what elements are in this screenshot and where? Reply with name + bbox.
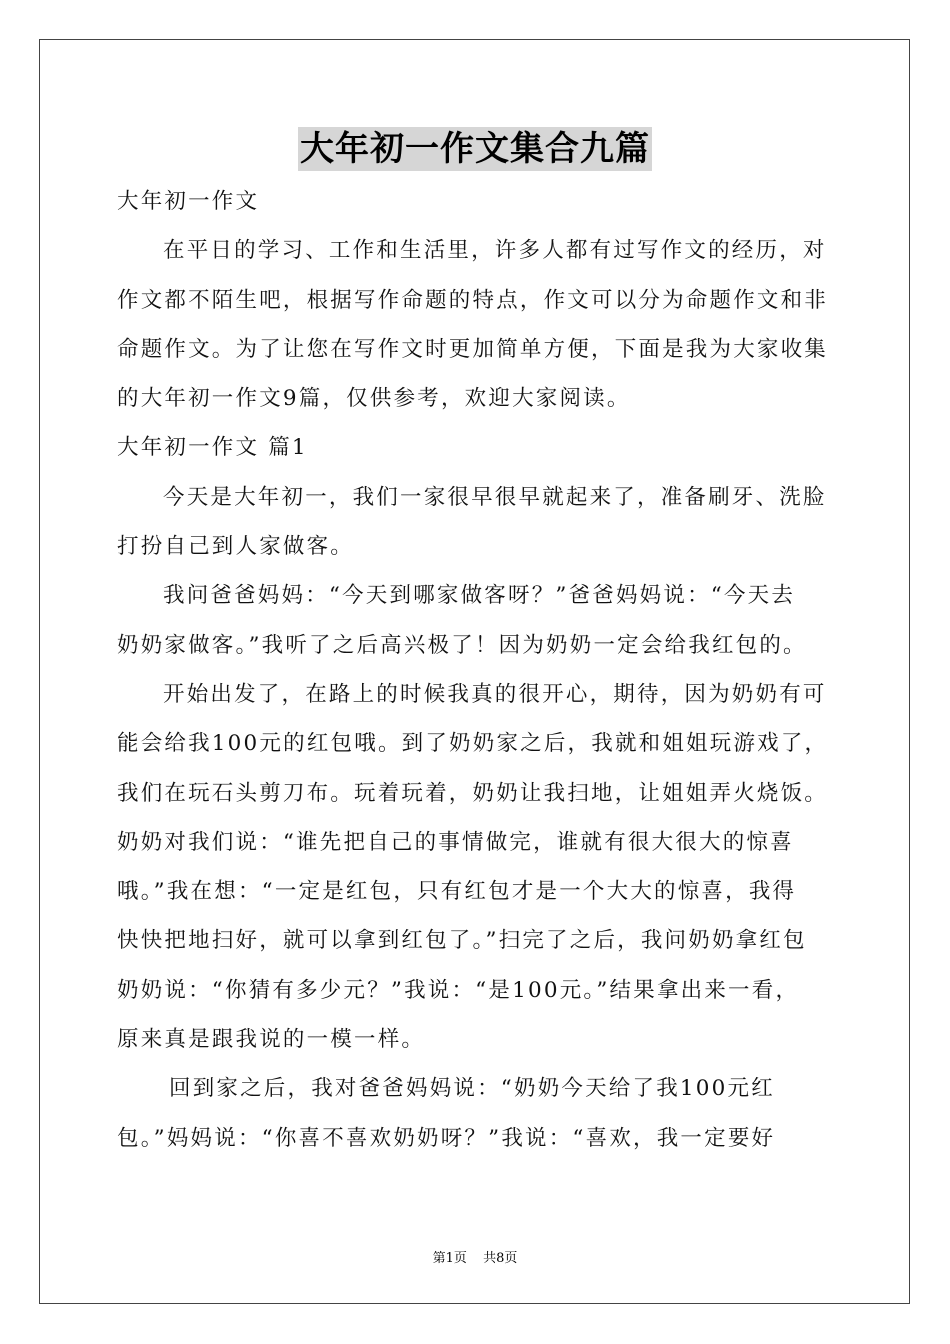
- paragraph-line: 我们在玩石头剪刀布。玩着玩着，奶奶让我扫地，让姐姐弄火烧饭。: [117, 780, 829, 806]
- page-number: 第1页: [432, 1251, 467, 1266]
- paragraph-line: 能会给我100元的红包哦。到了奶奶家之后，我就和姐姐玩游戏了，: [117, 731, 829, 757]
- document-body: [117, 177, 835, 1163]
- paragraph-line: 哦。”我在想：“一定是红包，只有红包才是一个大大的惊喜，我得: [117, 879, 797, 905]
- paragraph-line: 奶奶对我们说：“谁先把自己的事情做完，谁就有很大很大的惊喜: [117, 829, 794, 855]
- section-heading: 大年初一作文: [117, 189, 260, 214]
- paragraph-line: 开始出发了，在路上的时候我真的很开心，期待，因为奶奶有可: [163, 681, 827, 707]
- paragraph-line: 命题作文。为了让您在写作文时更加简单方便，下面是我为大家收集: [117, 336, 829, 362]
- paragraph-line: 奶奶说：“你猜有多少元？”我说：“是100元。”结果拿出来一看，: [117, 977, 800, 1003]
- paragraph-line: 打扮自己到人家做客。: [117, 534, 355, 560]
- paragraph-line: 的大年初一作文9篇，仅供参考，欢迎大家阅读。: [117, 386, 631, 412]
- paragraph-line: 作文都不陌生吧，根据写作命题的特点，作文可以分为命题作文和非: [117, 287, 829, 313]
- paragraph-line: 今天是大年初一，我们一家很早很早就起来了，准备刷牙、洗脸: [163, 484, 827, 510]
- paragraph-line: 奶奶家做客。”我听了之后高兴极了！因为奶奶一定会给我红包的。: [117, 632, 807, 658]
- section-heading: 大年初一作文 篇1: [117, 435, 308, 461]
- page-total: 共8页: [483, 1251, 518, 1266]
- title-container: [0, 127, 950, 171]
- paragraph-line: 包。”妈妈说：“你喜不喜欢奶奶呀？”我说：“喜欢，我一定要好: [117, 1125, 776, 1151]
- page-footer: [0, 1247, 950, 1266]
- document-title: 大年初一作文集合九篇: [300, 129, 650, 169]
- paragraph-line: 原来真是跟我说的一模一样。: [117, 1027, 426, 1053]
- paragraph-line: 在平日的学习、工作和生活里，许多人都有过写作文的经历，对: [163, 238, 827, 264]
- paragraph-line: 我问爸爸妈妈：“今天到哪家做客呀？”爸爸妈妈说：“今天去: [163, 583, 796, 609]
- paragraph-line: 快快把地扫好，就可以拿到红包了。”扫完了之后，我问奶奶拿红包: [117, 928, 807, 954]
- paragraph-line: 回到家之后，我对爸爸妈妈说：“奶奶今天给了我100元红: [169, 1076, 775, 1102]
